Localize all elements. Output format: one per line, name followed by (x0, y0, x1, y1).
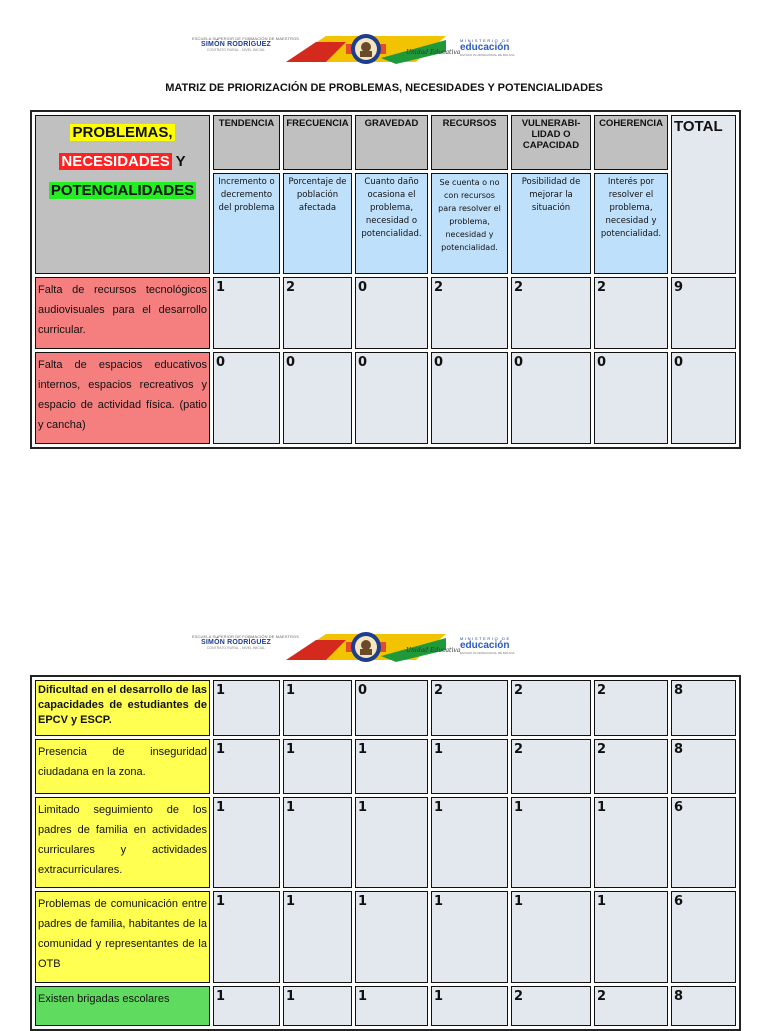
table-row (35, 797, 736, 888)
score-tendencia: 1 (213, 891, 280, 983)
score-gravedad: 1 (355, 739, 428, 794)
score-tendencia: 1 (213, 986, 280, 1026)
score-coherencia: 2 (594, 680, 668, 736)
score-coherencia: 0 (594, 352, 668, 444)
score-gravedad: 1 (355, 797, 428, 888)
col-header-recursos: RECURSOS (431, 115, 508, 170)
score-frecuencia: 1 (283, 739, 352, 794)
score-total: 8 (671, 739, 736, 794)
col-header-frecuencia: FRECUENCIA (283, 115, 352, 170)
score-total: 0 (671, 352, 736, 444)
score-coherencia: 2 (594, 739, 668, 794)
score-recursos: 1 (431, 797, 508, 888)
score-vulnerabilidad: 2 (511, 986, 591, 1026)
score-coherencia: 1 (594, 797, 668, 888)
institute-line: ESCUELA SUPERIOR DE FORMACIÓN DE MAESTROS (192, 634, 300, 639)
svg-text:Unidad Educativa: Unidad Educativa (406, 647, 461, 654)
score-vulnerabilidad: 2 (511, 277, 591, 349)
table-row (35, 352, 736, 444)
problems-label: PROBLEMAS, (72, 124, 173, 141)
score-tendencia: 1 (213, 680, 280, 736)
score-gravedad: 0 (355, 352, 428, 444)
score-frecuencia: 1 (283, 986, 352, 1026)
header-banner (190, 26, 530, 70)
score-vulnerabilidad: 2 (511, 680, 591, 736)
problem-cell: Limitado seguimiento de los padres de familia en actividades curriculares y actividades extracurriculares. (35, 797, 210, 888)
school-emblem-icon (286, 32, 461, 66)
score-gravedad: 1 (355, 986, 428, 1026)
document-title: MATRIZ DE PRIORIZACIÓN DE PROBLEMAS, NECESIDADES Y POTENCIALIDADES (165, 82, 603, 94)
problem-cell: Falta de espacios educativos internos, espacios recreativos y espacio de actividad física. (patio y cancha) (35, 352, 210, 444)
priority-matrix-table-continued (30, 675, 741, 1031)
table-row (35, 680, 736, 736)
table-row (35, 277, 736, 349)
problem-cell: Dificultad en el desarrollo de las capacidades de estudiantes de EPCV y ESCP. (35, 680, 210, 736)
score-recursos: 1 (431, 739, 508, 794)
score-total: 8 (671, 680, 736, 736)
score-frecuencia: 1 (283, 680, 352, 736)
score-recursos: 0 (431, 352, 508, 444)
ministry-tag: ESTADO PLURINACIONAL DE BOLIVIA (460, 53, 515, 57)
problem-cell: Falta de recursos tecnológicos audiovisuales para el desarrollo curricular. (35, 277, 210, 349)
problem-cell: Presencia de inseguridad ciudadana en la zona. (35, 739, 210, 794)
score-total: 9 (671, 277, 736, 349)
col-desc-coherencia: Interés por resolver el problema, necesidad y potencialidad. (594, 173, 668, 274)
problem-cell: Existen brigadas escolares (35, 986, 210, 1026)
score-frecuencia: 2 (283, 277, 352, 349)
ministry-name: educación (460, 42, 510, 53)
col-desc-recursos: Se cuenta o no con recursos para resolver el problema, necesidad y potencialidad. (431, 173, 508, 274)
table-row (35, 986, 736, 1026)
col-desc-frecuencia: Porcentaje de población afectada (283, 173, 352, 274)
problems-header (35, 115, 210, 274)
col-desc-vulnerabilidad: Posibilidad de mejorar la situación (511, 173, 591, 274)
score-frecuencia: 1 (283, 797, 352, 888)
score-tendencia: 1 (213, 739, 280, 794)
score-recursos: 1 (431, 891, 508, 983)
col-desc-tendencia: Incremento o decremento del problema (213, 173, 280, 274)
col-header-total: TOTAL (671, 115, 736, 274)
ministry-logo (460, 636, 528, 655)
institute-name: SIMÓN RODRÍGUEZ (201, 639, 271, 646)
potentials-label: POTENCIALIDADES (50, 182, 195, 199)
institute-name: SIMÓN RODRÍGUEZ (201, 41, 271, 48)
problem-cell: Problemas de comunicación entre padres de familia, habitantes de la comunidad y representantes de la OTB (35, 891, 210, 983)
col-header-vulnerabilidad: VULNERABI-LIDAD O CAPACIDAD (511, 115, 591, 170)
score-coherencia: 2 (594, 986, 668, 1026)
priority-matrix-table (30, 110, 741, 449)
score-total: 6 (671, 891, 736, 983)
score-tendencia: 0 (213, 352, 280, 444)
institute-sub: CONTRATO RURAL - NIVEL INICIAL (206, 48, 266, 52)
score-frecuencia: 0 (283, 352, 352, 444)
score-total: 8 (671, 986, 736, 1026)
col-desc-gravedad: Cuanto daño ocasiona el problema, necesidad o potencialidad. (355, 173, 428, 274)
school-emblem-icon (286, 630, 461, 664)
institute-sub: CONTRATO RURAL - NIVEL INICIAL (206, 646, 266, 650)
ministry-line: MINISTERIO DE (460, 636, 511, 641)
institute-logo (192, 634, 300, 650)
score-vulnerabilidad: 0 (511, 352, 591, 444)
header-banner-page2 (190, 624, 530, 668)
score-recursos: 1 (431, 986, 508, 1026)
score-tendencia: 1 (213, 277, 280, 349)
score-vulnerabilidad: 1 (511, 891, 591, 983)
table-row (35, 739, 736, 794)
ministry-line: MINISTERIO DE (460, 38, 511, 43)
score-gravedad: 0 (355, 277, 428, 349)
and-label: Y (171, 153, 186, 170)
score-coherencia: 2 (594, 277, 668, 349)
score-recursos: 2 (431, 680, 508, 736)
score-total: 6 (671, 797, 736, 888)
col-header-coherencia: COHERENCIA (594, 115, 668, 170)
score-coherencia: 1 (594, 891, 668, 983)
svg-text:Unidad Educativa: Unidad Educativa (406, 49, 461, 56)
col-header-tendencia: TENDENCIA (213, 115, 280, 170)
ministry-logo (460, 38, 528, 57)
col-header-gravedad: GRAVEDAD (355, 115, 428, 170)
score-tendencia: 1 (213, 797, 280, 888)
score-gravedad: 0 (355, 680, 428, 736)
score-gravedad: 1 (355, 891, 428, 983)
institute-line: ESCUELA SUPERIOR DE FORMACIÓN DE MAESTROS (192, 36, 300, 41)
ministry-tag: ESTADO PLURINACIONAL DE BOLIVIA (460, 651, 515, 655)
score-recursos: 2 (431, 277, 508, 349)
institute-logo (192, 36, 300, 52)
ministry-name: educación (460, 640, 510, 651)
table-row (35, 891, 736, 983)
score-vulnerabilidad: 1 (511, 797, 591, 888)
score-frecuencia: 1 (283, 891, 352, 983)
score-vulnerabilidad: 2 (511, 739, 591, 794)
needs-label: NECESIDADES (61, 153, 170, 170)
